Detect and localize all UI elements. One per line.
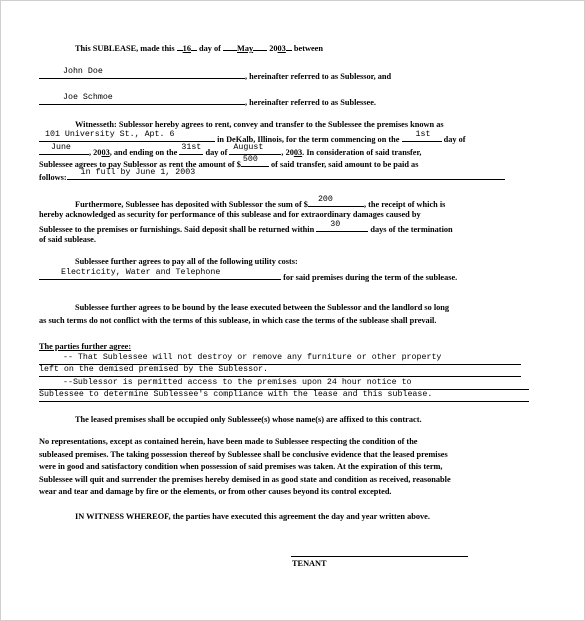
start-year: 03	[101, 147, 110, 157]
sublessee-text: , hereinafter referred to as Sublessee.	[245, 98, 376, 107]
witnesseth-text-7: , 20	[281, 147, 294, 157]
representations-text-3: were in good and satisfactory condition when possession of said premises was taken. At the expiration of this term,	[39, 462, 443, 471]
deposit-line-1	[39, 196, 545, 209]
occupied-line	[39, 414, 545, 427]
end-year: 03	[293, 147, 303, 157]
deposit-text-5: days of the termination	[368, 225, 453, 234]
witnesseth-line-5	[39, 169, 545, 182]
further-clause-2-line-2	[39, 391, 545, 404]
witnesseth-text-11: follows:	[39, 172, 67, 182]
bound-line-1	[39, 302, 545, 315]
representations-text-2: subleased premises. The taking possession thereof by Sublessee shall be conclusive evidence that the leased premises	[39, 449, 448, 459]
header-text-3: 20	[267, 44, 278, 53]
end-day: 31st	[181, 142, 202, 152]
witness-line	[39, 511, 545, 524]
sublease-day: 16	[182, 44, 191, 53]
sublease-month: May	[237, 44, 254, 53]
representations-text-5: wear and tear and damage by fire or the elements, or from other causes beyond its control excepted.	[39, 487, 392, 496]
deposit-line-3	[39, 221, 545, 234]
payment-terms: in full by June 1, 2003	[80, 167, 196, 177]
sublease-document	[39, 41, 545, 523]
witnesseth-text-6: day of	[203, 147, 230, 157]
clause-1-text-2: left on the demised premised by the Sublessor.	[39, 365, 269, 374]
bound-text-2: as such terms do not conflict with the terms of this sublease, in which case the terms of the sublease shall prevail.	[39, 315, 437, 325]
header-line	[39, 41, 545, 54]
sublessor-name: John Doe	[63, 66, 103, 76]
end-month: August	[233, 142, 264, 152]
occupied-text: The leased premises shall be occupied only Sublessee(s) whose name(s) are affixed to this contract.	[75, 414, 422, 424]
sublessor-text: , hereinafter referred to as Sublessor, and	[245, 71, 392, 81]
witnesseth-text-10: of said transfer, said amount to be paid as	[268, 160, 419, 169]
witnesseth-text-2: in DeKalb, Illinois, for the term commencing on the	[215, 135, 402, 144]
rent-amount: 500	[242, 155, 258, 164]
witnesseth-text-8: . In consideration of said transfer,	[302, 147, 422, 157]
deposit-text-6: of said sublease.	[39, 234, 96, 244]
witnesseth-text-1: Witnesseth: Sublessor hereby agrees to rent, convey and transfer to the Sublessee the premises known as	[75, 119, 444, 129]
bound-line-2	[39, 315, 545, 328]
deposit-text-2: , the receipt of which is	[363, 200, 446, 209]
deposit-line-2	[39, 209, 545, 222]
representations-line-5	[39, 486, 545, 499]
header-text-4: between	[291, 44, 323, 53]
witnesseth-text-5: , and ending on the	[109, 147, 180, 157]
utilities-line-2	[39, 269, 545, 282]
sublessee-line	[39, 94, 545, 107]
deposit-text-3: hereby acknowledged as security for performance of this sublease and for extraordinary damages caused by	[39, 209, 421, 219]
clause-2-text-2: Sublessee to determine Sublessee's compliance with the lease and this sublease.	[39, 390, 433, 399]
header-text-2: day of	[196, 44, 224, 53]
witnesseth-text-9: Sublessee agrees to pay Sublessor as rent the amount of $	[39, 160, 241, 169]
sublessor-line	[39, 68, 545, 81]
sublessee-name: Joe Schmoe	[63, 93, 113, 102]
witnesseth-line-3	[39, 144, 545, 157]
deposit-text-4: Sublessee to the premises or furnishings. Said deposit shall be returned within	[39, 225, 317, 234]
start-day: 1st	[415, 130, 431, 139]
sublease-year: 03	[277, 44, 286, 53]
utilities-text-1: Sublessee further agrees to pay all of the following utility costs:	[75, 257, 298, 266]
witnesseth-text-3: day of	[441, 135, 466, 144]
clause-2-text-1: --Sublessor is permitted access to the premises upon 24 hour notice to	[63, 377, 412, 387]
representations-line-2	[39, 449, 545, 462]
witness-text: IN WITNESS WHEREOF, the parties have executed this agreement the day and year written above.	[75, 511, 430, 521]
utility-list: Electricity, Water and Telephone	[61, 267, 221, 277]
start-month: June	[51, 142, 71, 152]
header-text: This SUBLEASE, made this	[75, 44, 177, 53]
representations-text-4: Sublessee will quit and surrender the premises hereby demised in as good state and condition as received, reasonable	[39, 474, 451, 484]
representations-line-3	[39, 461, 545, 474]
tenant-signature-line	[291, 556, 468, 557]
deposit-text-1: Furthermore, Sublessee has deposited with Sublessor the sum of $	[75, 200, 308, 209]
further-heading-text: The parties further agree:	[39, 342, 132, 351]
representations-line-1	[39, 436, 545, 449]
premises-address: 101 University St., Apt. 6	[45, 130, 175, 139]
witnesseth-line-2	[39, 131, 545, 144]
utilities-text-2: for said premises during the term of the sublease.	[281, 272, 458, 282]
witnesseth-text-4: , 20	[89, 147, 102, 157]
deposit-amount: 200	[317, 195, 333, 204]
deposit-line-4	[39, 234, 545, 247]
bound-text-1: Sublessee further agrees to be bound by the lease executed between the Sublessor and the landlord so long	[75, 303, 450, 312]
representations-text-1: No representations, except as contained herein, have been made to Sublessee respecting the condition of the	[39, 437, 418, 446]
clause-1-text-1: -- That Sublessee will not destroy or remove any furniture or other property	[63, 352, 442, 362]
tenant-label: TENANT	[292, 559, 327, 568]
representations-line-4	[39, 474, 545, 487]
deposit-return-days: 30	[330, 220, 341, 229]
